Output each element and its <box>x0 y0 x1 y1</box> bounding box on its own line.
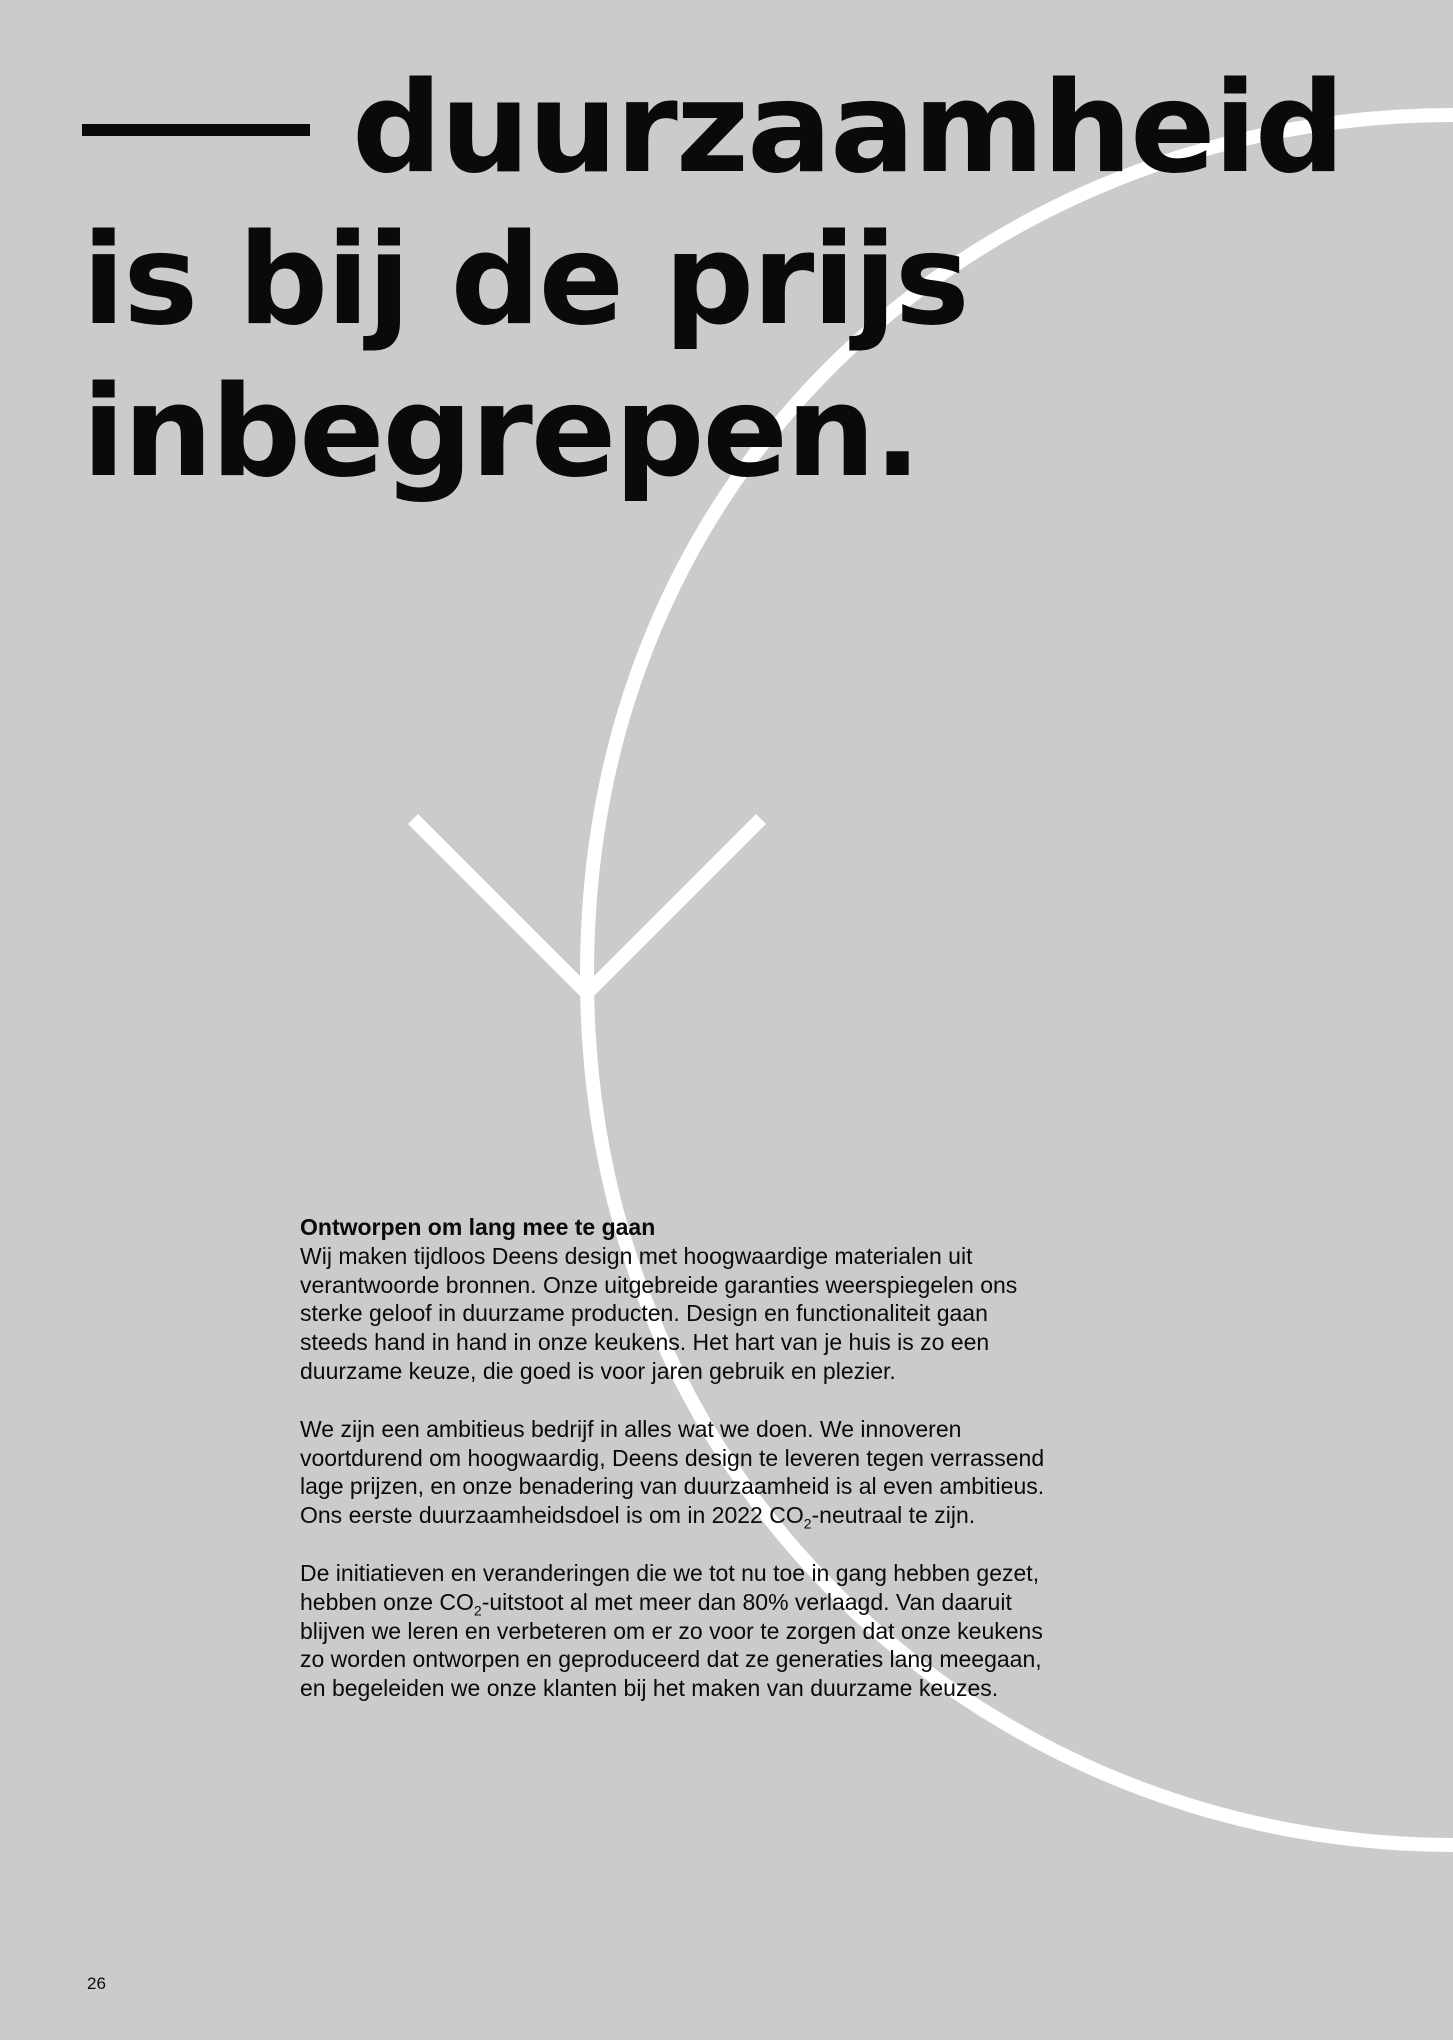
headline-line-3: inbegrepen. <box>82 358 920 505</box>
paragraph-2 <box>300 1415 1060 1530</box>
dash-rule <box>82 124 310 136</box>
article-heading: Ontworpen om lang mee te gaan <box>300 1214 656 1240</box>
paragraph-2-text: We zijn een ambitieus bedrijf in alles wat we doen. We innoveren voortdurend om hoogwaardig, Deens design te leveren tegen verrassend lage prijzen, en onze benadering van duurzaamheid is al even ambitieus. Ons eerste duurzaamheidsdoel is om in 2022 CO <box>300 1415 1045 1529</box>
headline <box>82 52 1343 508</box>
paragraph-3 <box>300 1559 1060 1703</box>
paragraph-2-text-end: -neutraal te zijn. <box>811 1502 976 1529</box>
subscript-2: 2 <box>803 1515 812 1532</box>
paragraph-3-text: De initiatieven en veranderingen die we tot nu toe in gang hebben gezet, hebben onze CO <box>300 1559 1040 1615</box>
subscript-2: 2 <box>473 1602 482 1619</box>
headline-line-2: is bij de prijs <box>82 206 968 353</box>
paragraph-3-text-end: -uitstoot al met meer dan 80% verlaagd. Van daaruit blijven we leren en verbeteren om er zo voor te zorgen dat onze keukens zo worden ontworpen en geproduceerd dat ze generaties lang meegaan, en begeleiden we onze klanten bij het maken van duurzame keuzes. <box>300 1588 1043 1702</box>
paragraph-1: Wij maken tijdloos Deens design met hoogwaardige materialen uit verantwoorde bronnen. Onze uitgebreide garanties weerspiegelen ons sterke geloof in duurzame producten. Design en functionaliteit gaan steeds hand in hand in onze keukens. Het hart van je huis is zo een duurzame keuze, die goed is voor jaren gebruik en plezier. <box>300 1242 1018 1384</box>
page-number: 26 <box>87 1974 106 1993</box>
article-body <box>300 1213 1060 1732</box>
headline-line-1-text: duurzaamheid <box>352 54 1343 201</box>
headline-line-1 <box>82 52 1343 204</box>
